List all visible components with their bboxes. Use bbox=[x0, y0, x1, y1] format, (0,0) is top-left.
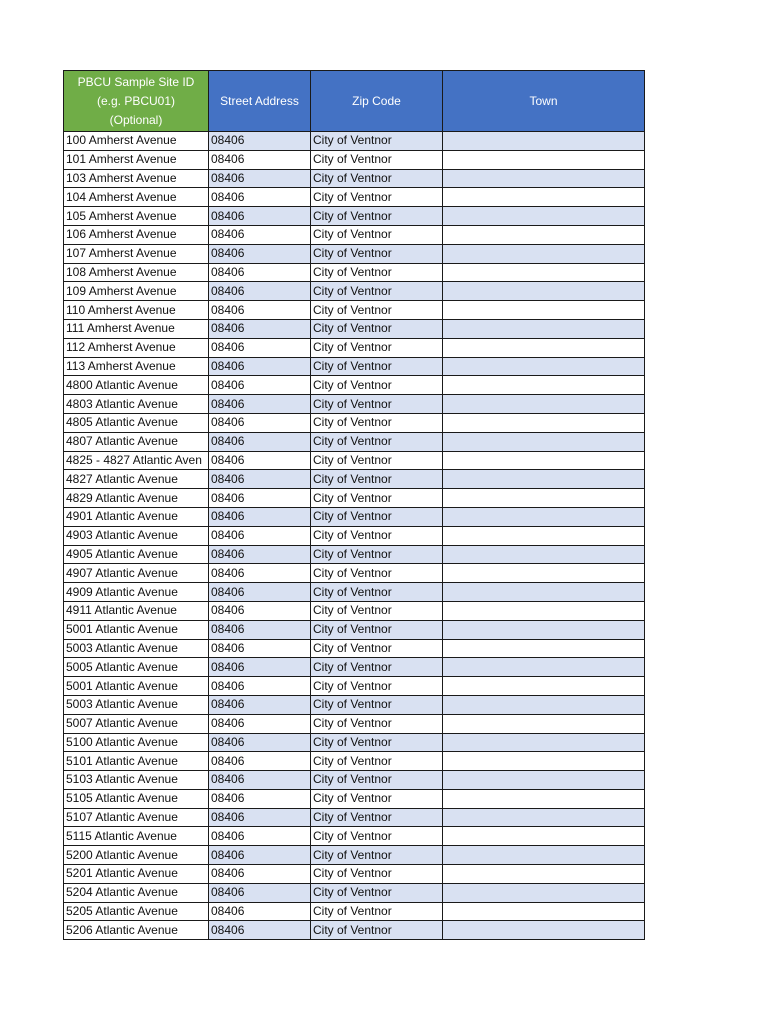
empty-town-cell[interactable] bbox=[443, 169, 645, 188]
empty-town-cell[interactable] bbox=[443, 263, 645, 282]
empty-town-cell[interactable] bbox=[443, 357, 645, 376]
empty-town-cell[interactable] bbox=[443, 658, 645, 677]
zip-cell[interactable]: 08406 bbox=[209, 244, 311, 263]
town-cell[interactable]: City of Ventnor bbox=[311, 150, 443, 169]
table-row bbox=[64, 583, 645, 602]
table-row bbox=[64, 526, 645, 545]
zip-cell[interactable]: 08406 bbox=[209, 564, 311, 583]
empty-town-cell[interactable] bbox=[443, 620, 645, 639]
empty-town-cell[interactable] bbox=[443, 376, 645, 395]
empty-town-cell[interactable] bbox=[443, 639, 645, 658]
address-cell[interactable]: 5105 Atlantic Avenue bbox=[64, 789, 209, 808]
empty-town-cell[interactable] bbox=[443, 583, 645, 602]
zip-cell[interactable]: 08406 bbox=[209, 545, 311, 564]
town-cell[interactable]: City of Ventnor bbox=[311, 432, 443, 451]
empty-town-cell[interactable] bbox=[443, 714, 645, 733]
table-row bbox=[64, 188, 645, 207]
zip-cell[interactable]: 08406 bbox=[209, 395, 311, 414]
header-street-address: Street Address bbox=[209, 71, 311, 132]
address-cell[interactable]: 5200 Atlantic Avenue bbox=[64, 846, 209, 865]
town-cell[interactable]: City of Ventnor bbox=[311, 695, 443, 714]
town-cell[interactable]: City of Ventnor bbox=[311, 413, 443, 432]
table-row bbox=[64, 263, 645, 282]
table-row bbox=[64, 714, 645, 733]
zip-cell[interactable]: 08406 bbox=[209, 188, 311, 207]
town-cell[interactable]: City of Ventnor bbox=[311, 357, 443, 376]
address-cell[interactable]: 5100 Atlantic Avenue bbox=[64, 733, 209, 752]
town-cell[interactable]: City of Ventnor bbox=[311, 620, 443, 639]
zip-cell[interactable]: 08406 bbox=[209, 921, 311, 940]
zip-cell[interactable]: 08406 bbox=[209, 263, 311, 282]
table-row bbox=[64, 470, 645, 489]
empty-town-cell[interactable] bbox=[443, 132, 645, 151]
empty-town-cell[interactable] bbox=[443, 225, 645, 244]
town-cell[interactable]: City of Ventnor bbox=[311, 395, 443, 414]
empty-town-cell[interactable] bbox=[443, 413, 645, 432]
empty-town-cell[interactable] bbox=[443, 451, 645, 470]
empty-town-cell[interactable] bbox=[443, 507, 645, 526]
town-cell[interactable]: City of Ventnor bbox=[311, 714, 443, 733]
town-cell[interactable]: City of Ventnor bbox=[311, 545, 443, 564]
table-row bbox=[64, 846, 645, 865]
zip-cell[interactable]: 08406 bbox=[209, 150, 311, 169]
table-row bbox=[64, 564, 645, 583]
zip-cell[interactable]: 08406 bbox=[209, 432, 311, 451]
empty-town-cell[interactable] bbox=[443, 564, 645, 583]
address-cell[interactable]: 107 Amherst Avenue bbox=[64, 244, 209, 263]
address-cell[interactable]: 5007 Atlantic Avenue bbox=[64, 714, 209, 733]
town-cell[interactable]: City of Ventnor bbox=[311, 771, 443, 790]
table-row bbox=[64, 282, 645, 301]
address-cell[interactable]: 5103 Atlantic Avenue bbox=[64, 771, 209, 790]
table-row bbox=[64, 319, 645, 338]
zip-cell[interactable]: 08406 bbox=[209, 282, 311, 301]
address-cell[interactable]: 101 Amherst Avenue bbox=[64, 150, 209, 169]
table-row bbox=[64, 132, 645, 151]
table-row bbox=[64, 921, 645, 940]
empty-town-cell[interactable] bbox=[443, 752, 645, 771]
zip-cell[interactable]: 08406 bbox=[209, 225, 311, 244]
town-cell[interactable]: City of Ventnor bbox=[311, 564, 443, 583]
zip-cell[interactable]: 08406 bbox=[209, 714, 311, 733]
empty-town-cell[interactable] bbox=[443, 282, 645, 301]
town-cell[interactable]: City of Ventnor bbox=[311, 789, 443, 808]
address-cell[interactable]: 108 Amherst Avenue bbox=[64, 263, 209, 282]
table-row bbox=[64, 771, 645, 790]
zip-cell[interactable]: 08406 bbox=[209, 319, 311, 338]
table-row bbox=[64, 225, 645, 244]
empty-town-cell[interactable] bbox=[443, 319, 645, 338]
empty-town-cell[interactable] bbox=[443, 244, 645, 263]
table-row bbox=[64, 489, 645, 508]
table-row bbox=[64, 677, 645, 696]
empty-town-cell[interactable] bbox=[443, 865, 645, 884]
zip-cell[interactable]: 08406 bbox=[209, 902, 311, 921]
address-cell[interactable]: 5204 Atlantic Avenue bbox=[64, 883, 209, 902]
zip-cell[interactable]: 08406 bbox=[209, 695, 311, 714]
table-row bbox=[64, 395, 645, 414]
empty-town-cell[interactable] bbox=[443, 601, 645, 620]
town-cell[interactable]: City of Ventnor bbox=[311, 677, 443, 696]
empty-town-cell[interactable] bbox=[443, 207, 645, 226]
town-cell[interactable]: City of Ventnor bbox=[311, 808, 443, 827]
address-cell[interactable]: 4905 Atlantic Avenue bbox=[64, 545, 209, 564]
zip-cell[interactable]: 08406 bbox=[209, 207, 311, 226]
table-body bbox=[64, 132, 645, 940]
town-cell[interactable]: City of Ventnor bbox=[311, 883, 443, 902]
empty-town-cell[interactable] bbox=[443, 733, 645, 752]
table-row bbox=[64, 902, 645, 921]
table-row bbox=[64, 301, 645, 320]
header-site-id-line-1: PBCU Sample Site ID bbox=[77, 74, 195, 89]
address-cell[interactable]: 111 Amherst Avenue bbox=[64, 319, 209, 338]
empty-town-cell[interactable] bbox=[443, 470, 645, 489]
address-cell[interactable]: 5001 Atlantic Avenue bbox=[64, 677, 209, 696]
table-row bbox=[64, 733, 645, 752]
site-table bbox=[63, 70, 645, 940]
table-row bbox=[64, 808, 645, 827]
table-row bbox=[64, 169, 645, 188]
town-cell[interactable]: City of Ventnor bbox=[311, 132, 443, 151]
empty-town-cell[interactable] bbox=[443, 338, 645, 357]
town-cell[interactable]: City of Ventnor bbox=[311, 263, 443, 282]
address-cell[interactable]: 4803 Atlantic Avenue bbox=[64, 395, 209, 414]
address-cell[interactable]: 5005 Atlantic Avenue bbox=[64, 658, 209, 677]
zip-cell[interactable]: 08406 bbox=[209, 583, 311, 602]
town-cell[interactable]: City of Ventnor bbox=[311, 601, 443, 620]
address-cell[interactable]: 5201 Atlantic Avenue bbox=[64, 865, 209, 884]
town-cell[interactable]: City of Ventnor bbox=[311, 921, 443, 940]
header-site-id-line-3: (Optional) bbox=[109, 112, 163, 127]
empty-town-cell[interactable] bbox=[443, 789, 645, 808]
header-site-id-line-2: (e.g. PBCU01) bbox=[96, 93, 176, 108]
town-cell[interactable]: City of Ventnor bbox=[311, 301, 443, 320]
header-zip-code: Zip Code bbox=[311, 71, 443, 132]
address-cell[interactable]: 100 Amherst Avenue bbox=[64, 132, 209, 151]
table-row bbox=[64, 376, 645, 395]
table-row bbox=[64, 695, 645, 714]
address-cell[interactable]: 5206 Atlantic Avenue bbox=[64, 921, 209, 940]
table-row bbox=[64, 620, 645, 639]
table-row bbox=[64, 601, 645, 620]
empty-town-cell[interactable] bbox=[443, 902, 645, 921]
zip-cell[interactable]: 08406 bbox=[209, 733, 311, 752]
empty-town-cell[interactable] bbox=[443, 526, 645, 545]
zip-cell[interactable]: 08406 bbox=[209, 132, 311, 151]
zip-cell[interactable]: 08406 bbox=[209, 413, 311, 432]
address-cell[interactable]: 5205 Atlantic Avenue bbox=[64, 902, 209, 921]
address-cell[interactable]: 106 Amherst Avenue bbox=[64, 225, 209, 244]
header-row bbox=[64, 71, 645, 132]
address-cell[interactable]: 105 Amherst Avenue bbox=[64, 207, 209, 226]
town-cell[interactable]: City of Ventnor bbox=[311, 451, 443, 470]
address-cell[interactable]: 109 Amherst Avenue bbox=[64, 282, 209, 301]
table-row bbox=[64, 883, 645, 902]
address-cell[interactable]: 4901 Atlantic Avenue bbox=[64, 507, 209, 526]
address-cell[interactable]: 4909 Atlantic Avenue bbox=[64, 583, 209, 602]
zip-cell[interactable]: 08406 bbox=[209, 470, 311, 489]
zip-cell[interactable]: 08406 bbox=[209, 677, 311, 696]
header-site-id bbox=[64, 71, 209, 132]
header-town: Town bbox=[443, 71, 645, 132]
table-row bbox=[64, 244, 645, 263]
address-cell[interactable]: 110 Amherst Avenue bbox=[64, 301, 209, 320]
town-cell[interactable]: City of Ventnor bbox=[311, 489, 443, 508]
zip-cell[interactable]: 08406 bbox=[209, 357, 311, 376]
town-cell[interactable]: City of Ventnor bbox=[311, 752, 443, 771]
town-cell[interactable]: City of Ventnor bbox=[311, 376, 443, 395]
empty-town-cell[interactable] bbox=[443, 771, 645, 790]
table-row bbox=[64, 789, 645, 808]
table-row bbox=[64, 752, 645, 771]
table-row bbox=[64, 658, 645, 677]
address-cell[interactable]: 4903 Atlantic Avenue bbox=[64, 526, 209, 545]
town-cell[interactable]: City of Ventnor bbox=[311, 902, 443, 921]
zip-cell[interactable]: 08406 bbox=[209, 376, 311, 395]
empty-town-cell[interactable] bbox=[443, 489, 645, 508]
address-cell[interactable]: 4827 Atlantic Avenue bbox=[64, 470, 209, 489]
zip-cell[interactable]: 08406 bbox=[209, 771, 311, 790]
empty-town-cell[interactable] bbox=[443, 395, 645, 414]
zip-cell[interactable]: 08406 bbox=[209, 658, 311, 677]
town-cell[interactable]: City of Ventnor bbox=[311, 827, 443, 846]
address-cell[interactable]: 5003 Atlantic Avenue bbox=[64, 695, 209, 714]
zip-cell[interactable]: 08406 bbox=[209, 601, 311, 620]
address-cell[interactable]: 113 Amherst Avenue bbox=[64, 357, 209, 376]
town-cell[interactable]: City of Ventnor bbox=[311, 639, 443, 658]
address-cell[interactable]: 4807 Atlantic Avenue bbox=[64, 432, 209, 451]
address-cell[interactable]: 4911 Atlantic Avenue bbox=[64, 601, 209, 620]
table-row bbox=[64, 507, 645, 526]
table-row bbox=[64, 827, 645, 846]
zip-cell[interactable]: 08406 bbox=[209, 620, 311, 639]
town-cell[interactable]: City of Ventnor bbox=[311, 658, 443, 677]
address-cell[interactable]: 5001 Atlantic Avenue bbox=[64, 620, 209, 639]
address-cell[interactable]: 5107 Atlantic Avenue bbox=[64, 808, 209, 827]
zip-cell[interactable]: 08406 bbox=[209, 301, 311, 320]
town-cell[interactable]: City of Ventnor bbox=[311, 526, 443, 545]
town-cell[interactable]: City of Ventnor bbox=[311, 319, 443, 338]
address-cell[interactable]: 4800 Atlantic Avenue bbox=[64, 376, 209, 395]
table-row bbox=[64, 432, 645, 451]
zip-cell[interactable]: 08406 bbox=[209, 752, 311, 771]
town-cell[interactable]: City of Ventnor bbox=[311, 583, 443, 602]
empty-town-cell[interactable] bbox=[443, 808, 645, 827]
table-row bbox=[64, 545, 645, 564]
table-row bbox=[64, 207, 645, 226]
table-row bbox=[64, 357, 645, 376]
zip-cell[interactable]: 08406 bbox=[209, 883, 311, 902]
zip-cell[interactable]: 08406 bbox=[209, 489, 311, 508]
empty-town-cell[interactable] bbox=[443, 921, 645, 940]
town-cell[interactable]: City of Ventnor bbox=[311, 733, 443, 752]
table-row bbox=[64, 413, 645, 432]
address-cell[interactable]: 5115 Atlantic Avenue bbox=[64, 827, 209, 846]
empty-town-cell[interactable] bbox=[443, 695, 645, 714]
town-cell[interactable]: City of Ventnor bbox=[311, 507, 443, 526]
table-row bbox=[64, 639, 645, 658]
empty-town-cell[interactable] bbox=[443, 846, 645, 865]
address-cell[interactable]: 104 Amherst Avenue bbox=[64, 188, 209, 207]
zip-cell[interactable]: 08406 bbox=[209, 526, 311, 545]
town-cell[interactable]: City of Ventnor bbox=[311, 207, 443, 226]
empty-town-cell[interactable] bbox=[443, 432, 645, 451]
address-cell[interactable]: 103 Amherst Avenue bbox=[64, 169, 209, 188]
table-row bbox=[64, 451, 645, 470]
zip-cell[interactable]: 08406 bbox=[209, 451, 311, 470]
empty-town-cell[interactable] bbox=[443, 545, 645, 564]
address-cell[interactable]: 112 Amherst Avenue bbox=[64, 338, 209, 357]
table-row bbox=[64, 338, 645, 357]
address-cell[interactable]: 5101 Atlantic Avenue bbox=[64, 752, 209, 771]
zip-cell[interactable]: 08406 bbox=[209, 169, 311, 188]
empty-town-cell[interactable] bbox=[443, 827, 645, 846]
zip-cell[interactable]: 08406 bbox=[209, 808, 311, 827]
zip-cell[interactable]: 08406 bbox=[209, 507, 311, 526]
address-cell[interactable]: 5003 Atlantic Avenue bbox=[64, 639, 209, 658]
empty-town-cell[interactable] bbox=[443, 883, 645, 902]
town-cell[interactable]: City of Ventnor bbox=[311, 169, 443, 188]
town-cell[interactable]: City of Ventnor bbox=[311, 244, 443, 263]
address-cell[interactable]: 4805 Atlantic Avenue bbox=[64, 413, 209, 432]
town-cell[interactable]: City of Ventnor bbox=[311, 846, 443, 865]
zip-cell[interactable]: 08406 bbox=[209, 865, 311, 884]
town-cell[interactable]: City of Ventnor bbox=[311, 338, 443, 357]
town-cell[interactable]: City of Ventnor bbox=[311, 188, 443, 207]
empty-town-cell[interactable] bbox=[443, 150, 645, 169]
zip-cell[interactable]: 08406 bbox=[209, 846, 311, 865]
town-cell[interactable]: City of Ventnor bbox=[311, 225, 443, 244]
zip-cell[interactable]: 08406 bbox=[209, 338, 311, 357]
table-row bbox=[64, 865, 645, 884]
table-row bbox=[64, 150, 645, 169]
address-cell[interactable]: 4825 - 4827 Atlantic Aven bbox=[64, 451, 209, 470]
town-cell[interactable]: City of Ventnor bbox=[311, 470, 443, 489]
empty-town-cell[interactable] bbox=[443, 188, 645, 207]
address-cell[interactable]: 4829 Atlantic Avenue bbox=[64, 489, 209, 508]
zip-cell[interactable]: 08406 bbox=[209, 827, 311, 846]
address-cell[interactable]: 4907 Atlantic Avenue bbox=[64, 564, 209, 583]
empty-town-cell[interactable] bbox=[443, 677, 645, 696]
zip-cell[interactable]: 08406 bbox=[209, 789, 311, 808]
empty-town-cell[interactable] bbox=[443, 301, 645, 320]
zip-cell[interactable]: 08406 bbox=[209, 639, 311, 658]
town-cell[interactable]: City of Ventnor bbox=[311, 865, 443, 884]
town-cell[interactable]: City of Ventnor bbox=[311, 282, 443, 301]
